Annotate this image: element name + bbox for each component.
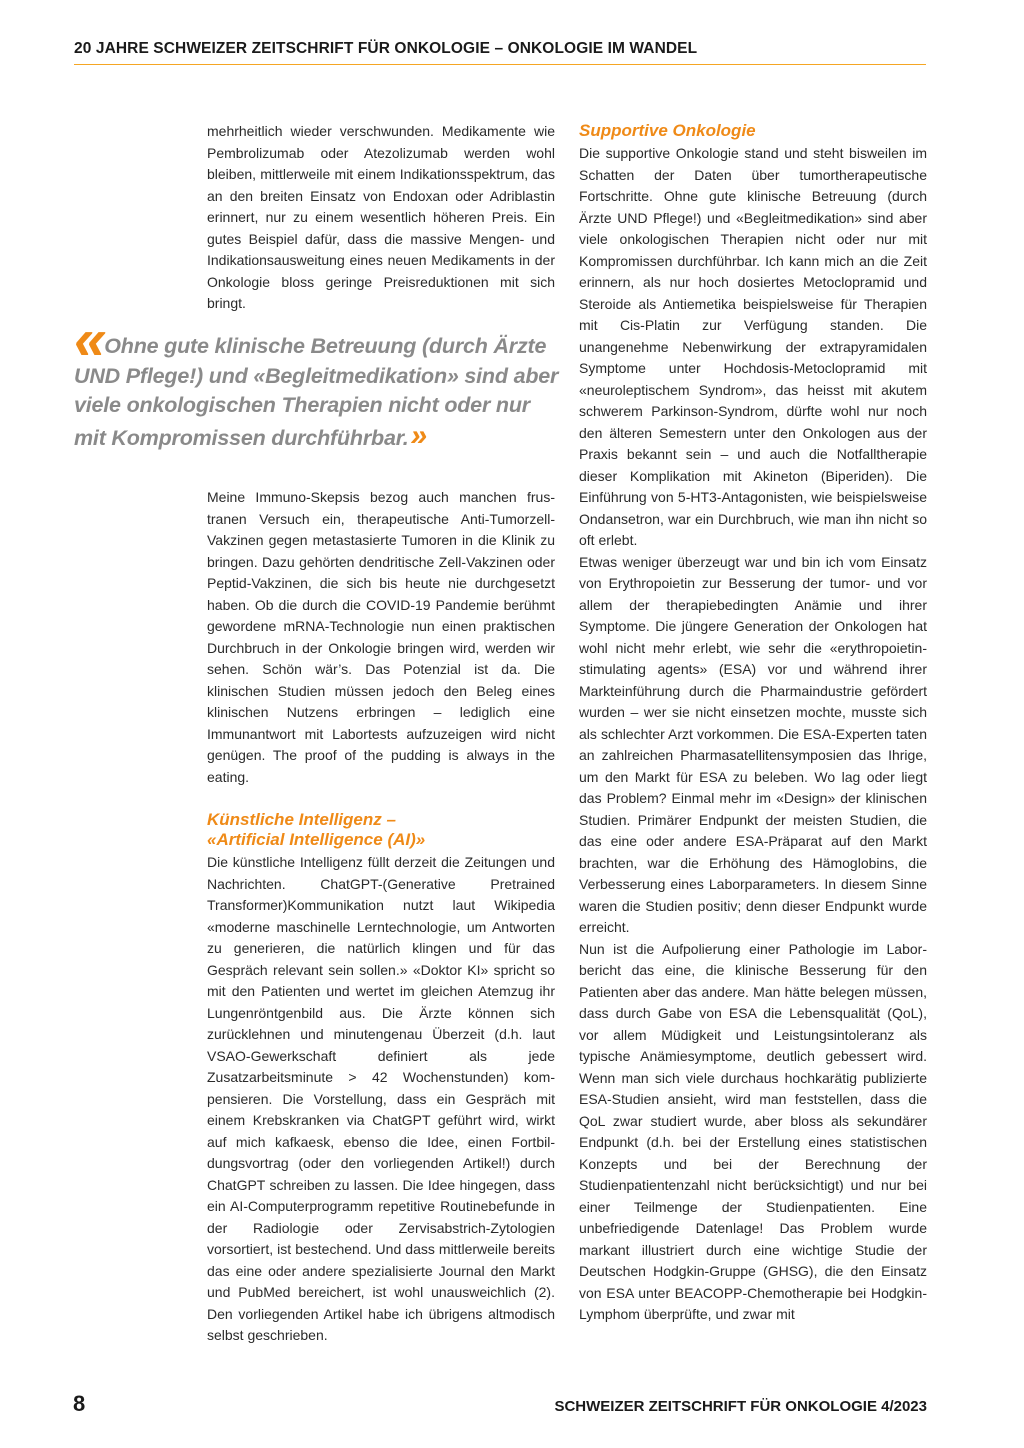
open-quote-mark: «	[74, 307, 101, 372]
right-column	[579, 121, 927, 1326]
section-heading-line: Künstliche Intelligenz –	[207, 810, 396, 829]
running-header: 20 JAHRE SCHWEIZER ZEITSCHRIFT FÜR ONKOLOGIE – ONKOLOGIE IM WANDEL	[74, 40, 926, 65]
pull-quote-text: Ohne gute klinische Betreuung (durch Ärzte UND Pflege!) und «Begleitmedikation» sind aber viele onkologischen Therapien nicht oder nur mit Kompromissen durchführbar.	[74, 334, 559, 450]
pull-quote	[74, 307, 559, 453]
page-number: 8	[73, 1391, 86, 1416]
body-paragraph: Etwas weniger überzeugt war und bin ich vom Einsatz von Erythropoietin zur Besserung der tumor- und vor allem der therapiebedingten Anämie und ihrer Symptome. Die jüngere Generation der Onkologen hat wohl nicht mehr erlebt, wie sehr die «erythropoietin-stimulating agents» (ESA) vor und während ihrer Markteinführung durch die Pharmaindustrie gefördert wurden – wer sie nicht einsetzen mochte, musste sich als schlechter Arzt vorkommen. Die ESA-Experten taten an zahlreichen Pharmasatellitensymposien das Ihrige, um den Markt für ESA zu beleben. Wo lag oder liegt das Problem? Einmal mehr im «Design» der klinischen Studien. Primärer Endpunkt der meisten Studien, die das eine oder andere ESA-Präparat auf den Markt brachten, war die Erhöhung des Hämoglobins, die Verbesserung eines Laborparameters. In diesem Sinne waren die Studien positiv; denn dieser Endpunkt wurde erreicht.	[579, 553, 927, 935]
body-paragraph: Nun ist die Aufpolierung einer Pathologie im Laborbericht das eine, die klinische Besserung für den Patienten aber das andere. Man hätte belegen müssen, dass durch Gabe von ESA die Lebensqualität (QoL), vor allem Müdigkeit und Leistungsintoleranz als typische Anämiesymptome, deutlich gebessert wird. Wenn man sich viele durchaus hochkarätig publizierte ESA-Studien ansieht, wird man feststellen, dass die QoL zwar studiert wurde, aber bloss als sekundärer Endpunkt (d.h. bei der Erstellung eines statistischen Konzepts und bei der Berechnung der Studienpatientenzahl nicht berücksichtigt) und nur bei einer Teilmenge der Studienpatienten. Eine unbefriedigende Datenlage! Das Problem wurde markant illustriert durch eine wichtige Studie der Deutschen Hodgkin-Gruppe (GHSG), die den Einsatz von ESA unter BEACOPP-Chemotherapie bei Hodgkin-Lymphom überprüfte, und zwar mit	[579, 940, 927, 1322]
section-heading-ai	[207, 810, 555, 850]
left-column-bottom	[207, 487, 555, 1347]
left-column-top	[207, 121, 555, 315]
body-paragraph: Die supportive Onkologie stand und steht bisweilen im Schatten der Daten über tumortherapeutische Fortschritte. Ohne gute klinische Betreuung (durch Ärzte UND Pflege!) und «Begleitmedikation» sind aber viele onkologischen Therapien nicht oder nur mit Kompromissen durchführbar. Ich kann mich an die Zeit erinnern, als nur hoch dosiertes Metoclopramid und Steroide als Antiemetika beispielsweise für Therapien mit Cis-Platin zur Verfügung standen. Die unangenehme Nebenwirkung der extrapyramidalen Symptome unter Hochdosis-Metoclopramid mit «neuroleptischem Syndrom», das heisst mit akutem schwerem Parkinson-Syndrom, dürfte wohl nur noch den älteren Semestern unter den Onkologen aus der Praxis bekannt sein – und auch die Notfalltherapie dieser Komplikation mit Akineton (Biperiden). Die Einführung von 5-HT3-Antagonisten, wie beispielsweise Ondansetron, war ein Durchbruch, wie man ihn nicht so oft erlebt.	[579, 145, 927, 548]
body-paragraph: mehrheitlich wieder verschwunden. Medikamente wie Pembrolizumab oder Atezolizumab werden wohl bleiben, mittlerweile mit einem Indikationsspektrum, das an den breiten Einsatz von Endoxan oder Adriblastin erinnert, nur zu einem wesentlich höheren Preis. Ein gutes Beispiel dafür, dass die massive Mengen- und Indikationsausweitung eines neuen Medikaments in der Onkologie bloss geringe Preisreduktionen mit sich bringt.	[207, 123, 555, 311]
journal-footer: SCHWEIZER ZEITSCHRIFT FÜR ONKOLOGIE 4/2023	[554, 1398, 927, 1415]
body-paragraph: Meine Immuno-Skepsis bezog auch manchen frustranen Versuch ein, therapeutische Anti-Tumorzell-Vakzinen gegen metastasierte Tumoren in die Klinik zu bringen. Dazu gehörten dendritische Zell-Vakzinen oder Peptid-Vakzinen, die sich bis heute nie durchgesetzt haben. Ob die durch die COVID-19 Pandemie berühmt gewordene mRNA-Technologie nun einen praktischen Durchbruch in der Onkologie bringen wird, werden wir sehen. Schön wär’s. Das Potenzial ist da. Die klinischen Studien müssen jedoch den Beleg eines klinischen Nutzens erbringen – lediglich eine Immunantwort mit Labortests aufzuzeigen wird nicht genügen. The proof of the pudding is always in the eating.	[207, 489, 555, 785]
section-heading-supportive: Supportive Onkologie	[579, 121, 756, 140]
close-quote-mark: »	[410, 418, 427, 452]
section-heading-line: «Artificial Intelligence (AI)»	[207, 830, 426, 849]
body-paragraph: Die künstliche Intelligenz füllt derzeit die Zeitungen und Nachrichten. ChatGPT-(Generative Pretrained Transformer)Kommunikation nutzt laut Wikipedia «moderne maschinelle Lerntechnologie, um Antworten zu generieren, die natürlich klingen und für das Gespräch relevant sein sollen.» «Doktor KI» spricht so mit den Patienten und wertet im gleichen Atemzug ihr Lungenröntgenbild aus. Die Ärzte können sich zurücklehnen und minutengenau Überzeit (d.h. laut VSAO-Gewerkschaft definiert als jede Zusatzarbeitsminute > 42 Wochenstunden) kompensieren. Die Vorstellung, dass ein Gespräch mit einem Krebskranken via ChatGPT geführt wird, wirkt auf mich kafkaesk, ebenso die Idee, einen Fortbildungsvortrag (oder den vorliegenden Artikel!) durch ChatGPT schreiben zu lassen. Die Idee hingegen, dass ein AI-Computerprogramm repetitive Routinebefunde in der Radiologie oder Zervisabstrich-Zytologien vorsortiert, ist bestechend. Und dass mittlerweile bereits das eine oder andere spezialisierte Journal den Markt und PubMed bereichert, ist wohl unausweichlich (2). Den vorliegenden Artikel habe ich übrigens altmodisch selbst geschrieben.	[207, 854, 555, 1343]
